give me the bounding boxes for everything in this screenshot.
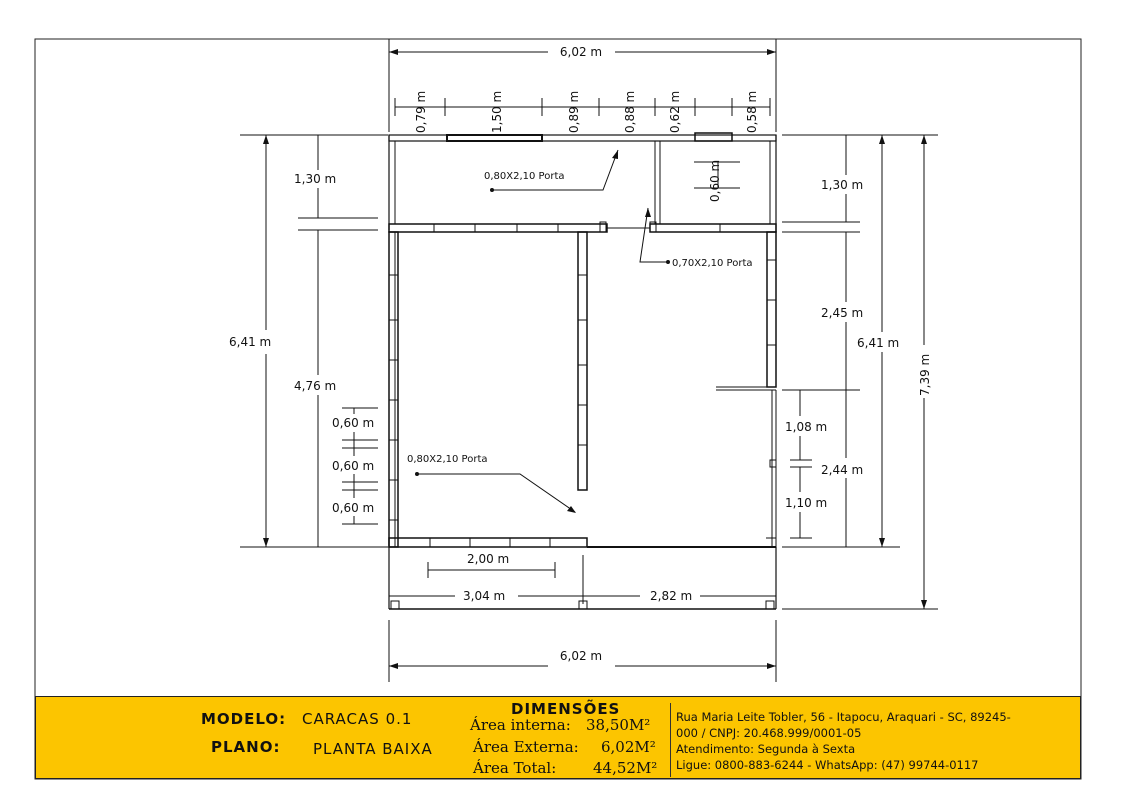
door-label-bath: 0,70X2,10 Porta xyxy=(672,258,753,269)
area-external-value: 6,02M² xyxy=(601,738,656,756)
dim-right-door2: 1,10 m xyxy=(785,496,828,510)
dim-left-total: 6,41 m xyxy=(229,335,272,349)
dim-right-door: 1,08 m xyxy=(785,420,828,434)
dim-top-segment: 0,79 m xyxy=(414,90,428,133)
dim-top-segment: 1,50 m xyxy=(490,90,504,133)
dim-right-total: 6,41 m xyxy=(857,336,900,350)
dim-top-segment: 0,89 m xyxy=(567,90,581,133)
contact-info: Ligue: 0800-883-6244 - WhatsApp: (47) 99744-0117 xyxy=(676,758,979,772)
door-label-top: 0,80X2,10 Porta xyxy=(484,171,565,182)
plan-label: PLANO: xyxy=(211,738,281,756)
dim-porch-window: 2,00 m xyxy=(467,552,510,566)
dim-bath-window: 0,60 m xyxy=(708,159,722,202)
dim-left-upper: 1,30 m xyxy=(294,172,337,186)
dimensions-title: DIMENSÕES xyxy=(511,700,621,718)
title-block-divider xyxy=(670,703,671,777)
dim-top-segment: 0,62 m xyxy=(668,90,682,133)
door-label-main: 0,80X2,10 Porta xyxy=(407,454,488,465)
dim-right-middle: 2,45 m xyxy=(821,306,864,320)
plan-value: PLANTA BAIXA xyxy=(313,740,433,758)
dim-left-lower: 4,76 m xyxy=(294,379,337,393)
dim-left-window: 0,60 m xyxy=(332,459,375,473)
dim-porch-right: 2,82 m xyxy=(650,589,693,603)
dim-right-lower: 2,44 m xyxy=(821,463,864,477)
dim-top-segment: 0,88 m xyxy=(623,90,637,133)
dim-left-window: 0,60 m xyxy=(332,416,375,430)
dim-porch-left: 3,04 m xyxy=(463,589,506,603)
dim-bottom-total: 6,02 m xyxy=(559,649,603,663)
address-line-1: Rua Maria Leite Tobler, 56 - Itapocu, Araquari - SC, 89245- xyxy=(676,710,1011,724)
service-hours: Atendimento: Segunda à Sexta xyxy=(676,742,856,756)
dim-right-upper: 1,30 m xyxy=(821,178,864,192)
title-block xyxy=(35,696,1081,779)
area-total-label: Área Total: xyxy=(473,759,557,777)
model-value: CARACAS 0.1 xyxy=(302,710,413,728)
area-total-value: 44,52M² xyxy=(593,759,658,777)
area-external-label: Área Externa: xyxy=(473,738,579,756)
dim-overall-height: 7,39 m xyxy=(918,353,932,396)
model-label: MODELO: xyxy=(201,710,287,728)
dim-left-window: 0,60 m xyxy=(332,501,375,515)
dim-top-segment: 0,58 m xyxy=(745,90,759,133)
area-internal-value: 38,50M² xyxy=(586,716,651,734)
dim-top-total: 6,02 m xyxy=(559,45,603,59)
address-line-2: 000 / CNPJ: 20.468.999/0001-05 xyxy=(676,726,862,740)
area-internal-label: Área interna: xyxy=(470,716,571,734)
